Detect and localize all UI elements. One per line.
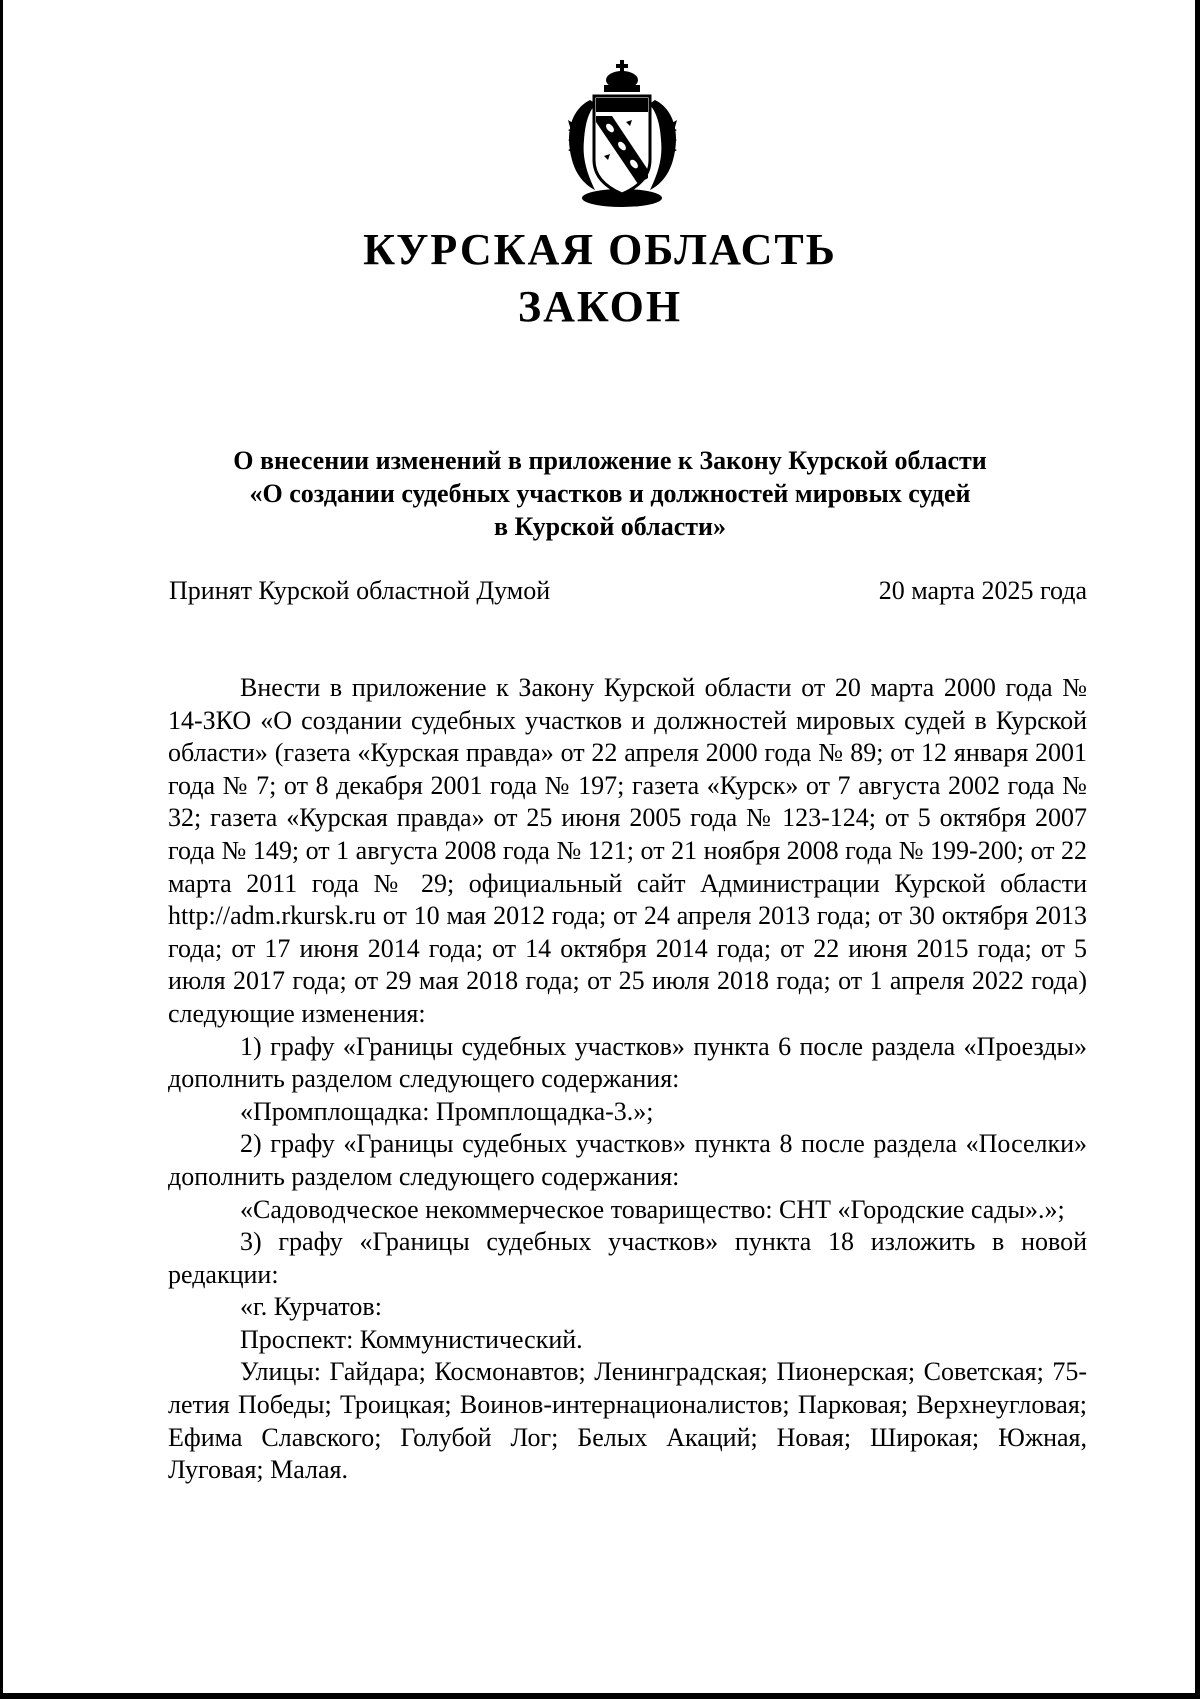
amendment-item-3: 3) графу «Границы судебных участков» пункта 18 изложить в новой редакции: <box>168 1227 1087 1289</box>
intro-paragraph: Внести в приложение к Закону Курской области от 20 марта 2000 года № 14-ЗКО «О создании судебных участков и должностей мировых судей в Курской области» (газета «Курская правда» от 22 апреля 2000 года № 89; от 12 января 2001 года № 7; от 8 декабря 2001 года № 197; газета «Курск» от 7 августа 2002 года № 32; газета «Курская правда» от 25 июня 2005 года № 123-124; от 5 октября 2007 года № 149; от 1 августа 2008 года № 121; от 21 ноября 2008 года № 199-200; от 22 марта 2011 года № 29; официальный сайт Администрации Курской области http://adm.rkursk.ru от 10 мая 2012 года; от 24 апреля 2013 года; от 30 октября 2013 года; от 17 июня 2014 года; от 14 октября 2014 года; от 22 июня 2015 года; от 5 июля 2017 года; от 29 мая 2018 года; от 25 июля 2018 года; от 1 апреля 2022 года) следующие изменения: <box>168 673 1087 1028</box>
amendment-item-1: 1) графу «Границы судебных участков» пункта 6 после раздела «Проезды» дополнить разделом следующего содержания: <box>168 1031 1087 1094</box>
amendment-item-2-text: «Садоводческое некоммерческое товарищество: СНТ «Городские сады».»; <box>240 1194 1065 1224</box>
coat-of-arms-icon <box>560 60 685 210</box>
amendment-item-3-prospect: Проспект: Коммунистический. <box>240 1324 583 1354</box>
document-type-heading: ЗАКОН <box>517 282 683 331</box>
adopting-body: Принят Курской областной Думой <box>169 576 551 605</box>
adoption-date: 20 марта 2025 года <box>878 576 1087 605</box>
page-border-bottom <box>0 1693 1200 1699</box>
adoption-line <box>169 574 1087 608</box>
law-title-line: «О создании судебных участков и должностей мировых судей <box>249 479 971 508</box>
law-title <box>170 444 1050 543</box>
amendment-item-3-streets: Улицы: Гайдара; Космонавтов; Ленинградская; Пионерская; Советская; 75-летия Победы; Троицкая; Воинов-интернационалистов; Парковая; Верхнеугловая; Ефима Славского; Голубой Лог; Белых Акаций; Новая; Широкая; Южная, Луговая; Малая. <box>168 1357 1087 1485</box>
law-title-line: О внесении изменений в приложение к Закону Курской области <box>233 446 987 475</box>
law-title-line: в Курской области» <box>493 512 727 541</box>
amendment-item-3-city: «г. Курчатов: <box>240 1292 382 1322</box>
amendment-item-2: 2) графу «Границы судебных участков» пункта 8 после раздела «Поселки» дополнить разделом следующего содержания: <box>168 1129 1087 1191</box>
law-body <box>168 672 1087 1487</box>
amendment-item-1-text: «Промплощадка: Промплощадка-3.»; <box>240 1096 654 1126</box>
region-heading: КУРСКАЯ ОБЛАСТЬ <box>363 225 837 274</box>
